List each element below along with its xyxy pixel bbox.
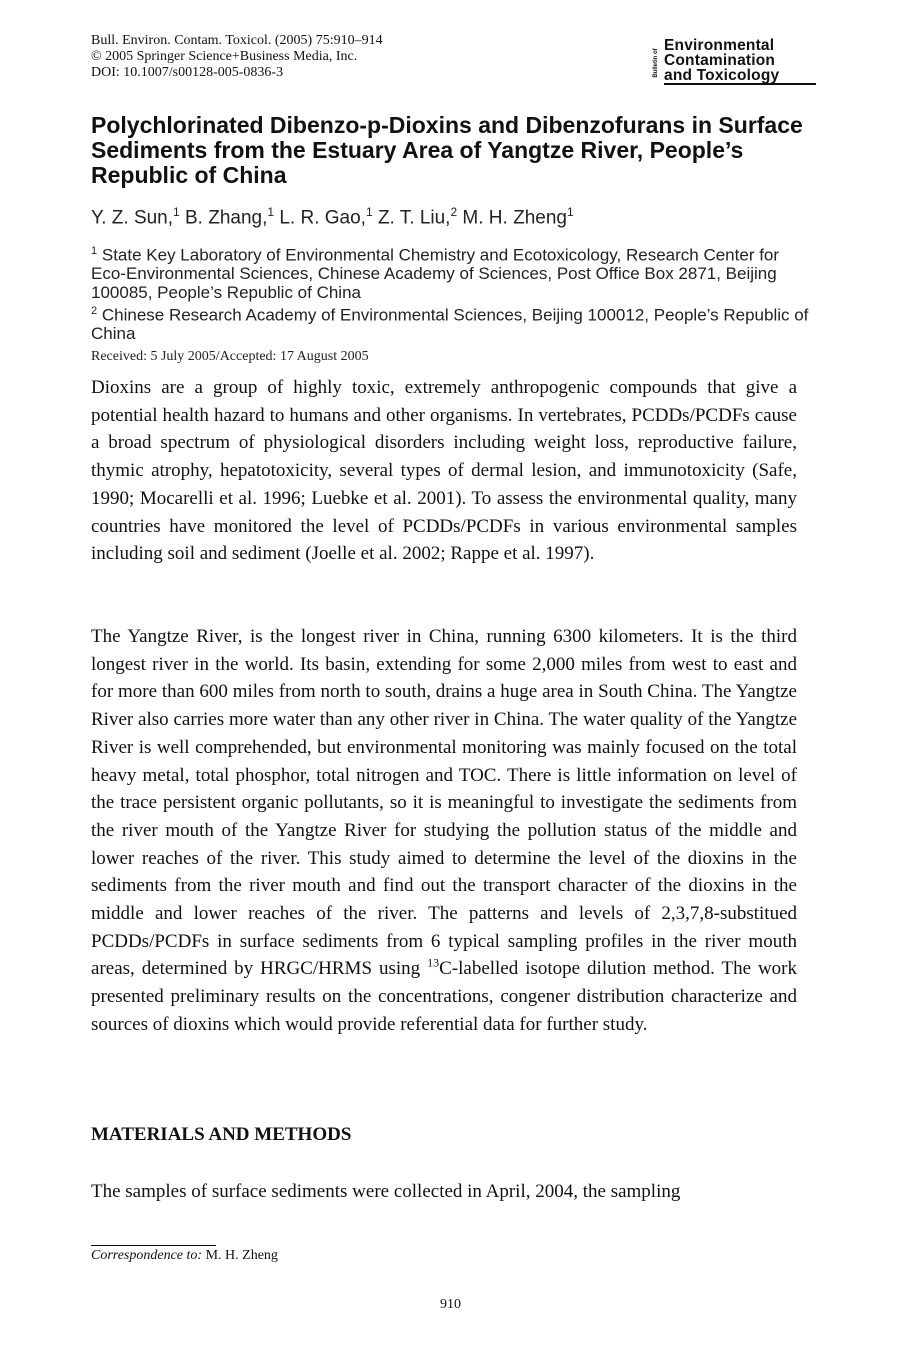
body-text: C-labelled isotope dilution method. The work presented preliminary results on the concentrations, congener distribution characterize and sources of dioxins which would provide referential data for further study. [91,958,798,1035]
affiliation-text: State Key Laboratory of Environmental Chemistry and Ecotoxicology, Research Center for Eco-Environmental Sciences, Chinese Academy of Sciences, Post Office Box 2871, Beijing 100085, People’s Republic of China [91,245,780,302]
journal-logo-words [664,38,816,85]
footnote-divider [91,1245,216,1246]
section-heading: MATERIALS AND METHODS [91,1124,352,1145]
author-name: L. R. Gao, [279,207,366,229]
page-number: 910 [440,1297,461,1312]
author-name: Y. Z. Sun, [91,207,174,229]
body-paragraph: The samples of surface sediments were collected in April, 2004, the sampling [91,1181,681,1202]
citation-block [91,33,383,81]
author-list [91,200,574,230]
author-name: B. Zhang, [185,207,268,229]
correspondence-name: M. H. Zheng [205,1248,278,1263]
affiliation-item [91,242,811,302]
journal-logo-line: and Toxicology [664,67,780,84]
citation-line-copyright: © 2005 Springer Science+Business Media, Inc. [91,49,358,64]
journal-logo [650,38,816,88]
citation-line-journal: Bull. Environ. Contam. Toxicol. (2005) 75:910–914 [91,33,383,48]
affiliation-item [91,302,811,344]
citation-line-doi: DOI: 10.1007/s00128-005-0836-3 [91,65,284,80]
journal-logo-line: Contamination [664,52,776,69]
body-text: The Yangtze River, is the longest river in China, running 6300 kilometers. It is the third longest river in the world. Its basin, extending for some 2,000 miles from west to east and for more than 600 miles from north to south, drains a huge area in South China. The Yangtze River also carries more water than any other river in China. The water quality of the Yangtze River is well comprehended, but environmental monitoring was mainly focused on the total heavy metal, total phosphor, total nitrogen and TOC. There is little information on level of the trace persistent organic pollutants, so it is meaningful to investigate the sediments from the river mouth of the Yangtze River for studying the pollution status of the middle and lower reaches of the river. This study aimed to determine the level of the dioxins in the sediments from the river mouth and find out the transport character of the dioxins in the middle and lower reaches of the river. The patterns and levels of 2,3,7,8-substitued PCDDs/PCDFs in surface sediments from 6 typical sampling profiles in the river mouth areas, determined by HRGC/HRMS using [91,626,797,980]
correspondence-note [91,1247,278,1265]
affiliation-text: Chinese Research Academy of Environmental Sciences, Beijing 100012, People’s Republic of China [91,305,809,344]
author-affiliation-mark: 1 [566,205,574,219]
journal-logo-side [650,40,662,86]
author-affiliation-mark: 1 [365,205,373,219]
body-paragraph: Dioxins are a group of highly toxic, extremely anthropogenic compounds that give a potential health hazard to humans and other organisms. In vertebrates, PCDDs/PCDFs cause a broad spectrum of physiological disorders including weight loss, reproductive failure, thymic atrophy, hepatotoxicity, several types of dermal lesion, and immunotoxicity (Safe, 1990; Mocarelli et al. 1996; Luebke et al. 2001). To assess the environmental quality, many countries have monitored the level of PCDDs/PCDFs in various environmental samples including soil and sediment (Joelle et al. 2002; Rappe et al. 1997). [91,377,797,565]
author-affiliation-mark: 1 [173,205,180,219]
author-name: M. H. Zheng [462,207,567,229]
article-title: Polychlorinated Dibenzo-p-Dioxins and Dibenzofurans in Surface Sediments from the Estuary Area of Yangtze River, People’s Republic of China [91,112,803,188]
body-paragraph [91,623,797,1039]
author-affiliation-mark: 1 [267,205,275,219]
affiliation-mark: 1 [91,245,98,257]
isotope-superscript: 13 [427,956,440,971]
journal-logo-side-text: Bulletin of [653,48,659,78]
affiliation-block [91,242,811,344]
received-dates: Received: 5 July 2005/Accepted: 17 August 2005 [91,349,369,364]
correspondence-label: Correspondence to: [91,1248,203,1263]
journal-logo-line: Environmental [664,37,775,54]
affiliation-mark: 2 [91,305,98,318]
author-name: Z. T. Liu, [377,207,451,229]
author-affiliation-mark: 2 [450,205,458,219]
